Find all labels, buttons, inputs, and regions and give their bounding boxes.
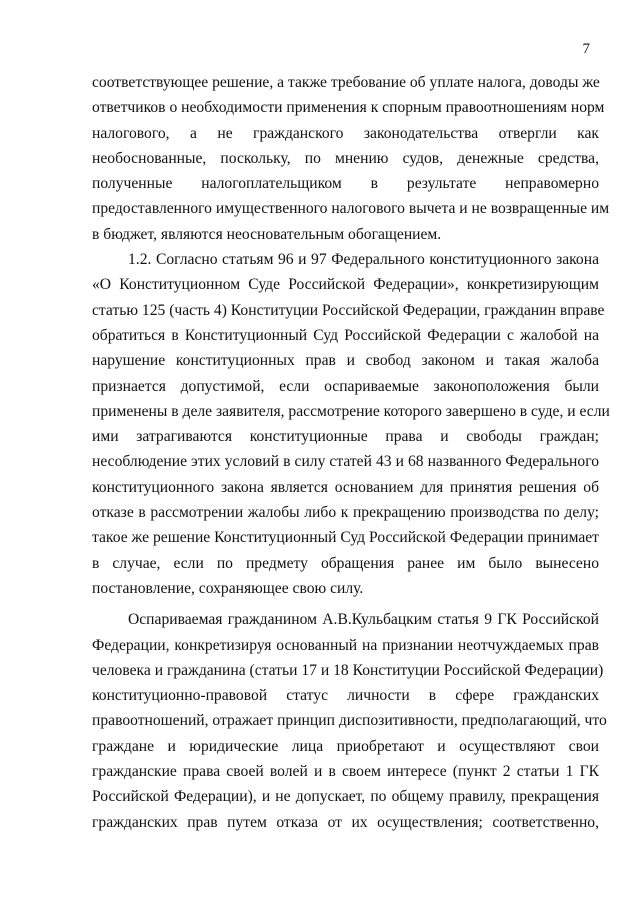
text-line: признается допустимой, если оспариваемые законоположения были (92, 377, 599, 395)
text-line: соответствующее решение, а также требование об уплате налога, доводы же (92, 74, 600, 91)
paragraph-3 (92, 607, 607, 835)
text-line: Федерации, конкретизируя основанный на признании неотчуждаемых прав (92, 636, 599, 654)
text-line: такое же решение Конституционный Суд Российской Федерации принимает (92, 529, 599, 547)
text-line: Оспариваемая гражданином А.В.Кульбацким статья 9 ГК Российской (128, 611, 599, 629)
text-line: в бюджет, являются неосновательным обогащением. (92, 225, 442, 243)
text-line: человека и гражданина (статьи 17 и 18 Конституции Российской Федерации) (92, 661, 604, 679)
page-number: 7 (582, 41, 590, 57)
text-line: отказе в рассмотрении жалобы либо к прекращению производства по делу; (92, 504, 599, 522)
text-line: гражданских прав путем отказа от их осуществления; соответственно, (92, 813, 599, 831)
text-line: применены в деле заявителя, рассмотрение которого завершено в суде, и если (92, 402, 610, 420)
text-line: граждане и юридические лица приобретают и осуществляют свои (92, 737, 599, 755)
text-line: полученные налогоплательщиком в результате неправомерно (92, 175, 599, 193)
text-line: нарушение конституционных прав и свобод законом и такая жалоба (92, 352, 599, 370)
text-line: налогового, а не гражданского законодательства отвергли как (92, 124, 599, 142)
text-line: необоснованные, поскольку, по мнению судов, денежные средства, (92, 149, 599, 167)
text-line: в случае, если по предмету обращения ранее им было вынесено (92, 554, 599, 572)
body-text (92, 70, 610, 835)
text-line: конституционно-правовой статус личности в сфере гражданских (92, 687, 599, 705)
paragraph-1 (92, 70, 610, 247)
text-line: постановление, сохраняющее свою силу. (92, 579, 364, 597)
text-line: гражданские права своей волей и в своем интересе (пункт 2 статьи 1 ГК (92, 763, 599, 781)
text-line: обратиться в Конституционный Суд Российской Федерации с жалобой на (92, 326, 599, 344)
text-line: ими затрагиваются конституционные права и свободы граждан; (92, 428, 599, 446)
text-line: несоблюдение этих условий в силу статей 43 и 68 названного Федерального (92, 453, 599, 471)
text-line: статью 125 (часть 4) Конституции Российской Федерации, гражданин вправе (92, 301, 605, 319)
text-line: ответчиков о необходимости применения к спорным правоотношениям норм (92, 99, 605, 117)
text-line: «О Конституционном Суде Российской Федерации», конкретизирующим (92, 276, 599, 294)
text-line: Российской Федерации), и не допускает, по общему правилу, прекращения (92, 788, 599, 806)
paragraph-2 (92, 247, 610, 601)
text-line: конституционного закона является основанием для принятия решения об (92, 478, 599, 496)
text-line: правоотношений, отражает принцип диспозитивности, предполагающий, что (92, 712, 607, 730)
text-line: предоставленного имущественного налогового вычета и не возвращенные им (92, 200, 610, 218)
text-line: 1.2. Согласно статьям 96 и 97 Федерального конституционного закона (128, 251, 599, 269)
